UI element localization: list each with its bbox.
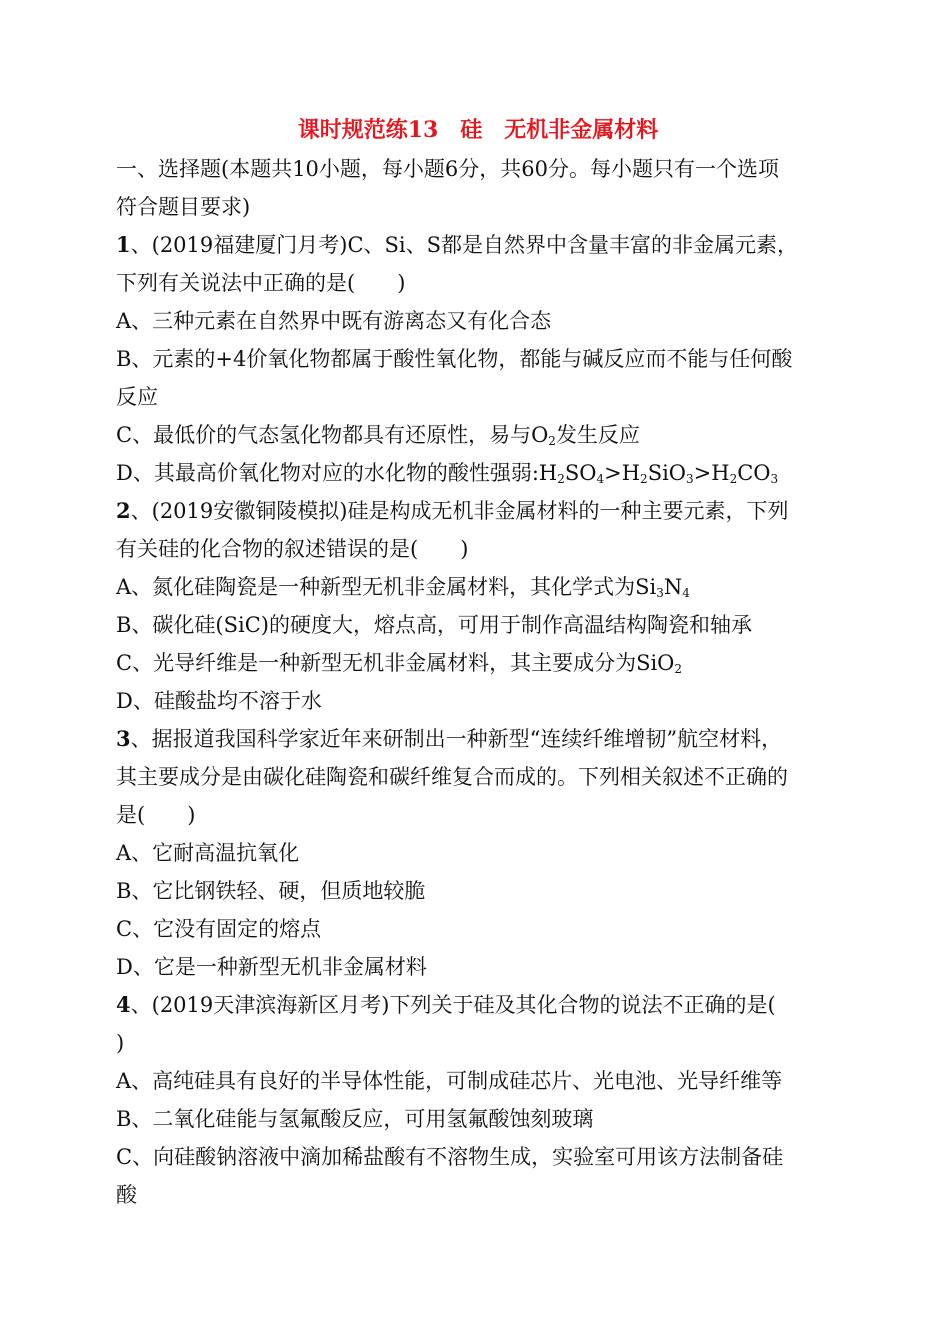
question-4-option-c-line-1: C、向硅酸钠溶液中滴加稀盐酸有不溶物生成，实验室可用该方法制备硅 bbox=[116, 1145, 784, 1169]
question-4-option-c-line-2: 酸 bbox=[116, 1183, 137, 1207]
page-title: 课时规范练13 硅 无机非金属材料 bbox=[297, 117, 659, 143]
question-1-option-d: D、其最高价氧化物对应的水化物的酸性强弱$:H_2SO_4>H_2SiO_3>H_2CO_3$ bbox=[116, 461, 779, 486]
question-4-option-a: A、高纯硅具有良好的半导体性能，可制成硅芯片、光电池、光导纤维等 bbox=[116, 1069, 783, 1093]
question-4-stem-line-1: 4、(2019天津滨海新区月考)下列关于硅及其化合物的说法不正确的是( bbox=[116, 992, 776, 1017]
question-3-stem-line-3: 是( ) bbox=[116, 803, 196, 827]
question-4-stem-line-2: ) bbox=[116, 1031, 125, 1055]
question-1-option-c: C、最低价的气态氢化物都具有还原性，易与$O_2$发生反应 bbox=[116, 423, 640, 448]
question-3-option-d: D、它是一种新型无机非金属材料 bbox=[116, 955, 427, 979]
question-3-number: 3 bbox=[116, 726, 131, 751]
question-1-stem-line-2: 下列有关说法中正确的是( ) bbox=[116, 271, 406, 295]
question-4-option-b: B、二氧化硅能与氢氟酸反应，可用氢氟酸蚀刻玻璃 bbox=[116, 1107, 594, 1131]
section-heading-line-2: 符合题目要求) bbox=[116, 195, 251, 219]
question-3-stem-line-2: 其主要成分是由碳化硅陶瓷和碳纤维复合而成的。下列相关叙述不正确的 bbox=[116, 765, 788, 789]
question-1-option-b-line-1: B、元素的+4价氧化物都属于酸性氧化物，都能与碱反应而不能与任何酸 bbox=[116, 347, 793, 371]
question-1-option-b-line-2: 反应 bbox=[116, 385, 158, 409]
question-3-option-c: C、它没有固定的熔点 bbox=[116, 917, 322, 941]
document-page bbox=[116, 112, 840, 1214]
question-2-number: 2 bbox=[116, 498, 131, 523]
question-1-number: 1 bbox=[116, 232, 131, 257]
question-2-stem-line-2: 有关硅的化合物的叙述错误的是( ) bbox=[116, 537, 469, 561]
question-3-option-b: B、它比钢铁轻、硬，但质地较脆 bbox=[116, 879, 426, 903]
question-3-option-a: A、它耐高温抗氧化 bbox=[116, 841, 300, 865]
question-1-stem-line-1: 1、(2019福建厦门月考)C、Si、S都是自然界中含量丰富的非金属元素， bbox=[116, 232, 799, 257]
question-3-stem-line-1: 3、据报道我国科学家近年来研制出一种新型“连续纤维增韧”航空材料， bbox=[116, 726, 783, 751]
question-2-option-d: D、硅酸盐均不溶于水 bbox=[116, 689, 322, 713]
section-heading-line-1: 一、选择题(本题共10小题，每小题6分，共60分。每小题只有一个选项 bbox=[116, 157, 779, 181]
question-2-stem-line-1: 2、(2019安徽铜陵模拟)硅是构成无机非金属材料的一种主要元素，下列 bbox=[116, 498, 789, 523]
question-2-option-c: C、光导纤维是一种新型无机非金属材料，其主要成分为SiO$_2$ bbox=[116, 651, 683, 676]
question-1-option-a: A、三种元素在自然界中既有游离态又有化合态 bbox=[116, 309, 552, 333]
question-2-option-b: B、碳化硅(SiC)的硬度大，熔点高，可用于制作高温结构陶瓷和轴承 bbox=[116, 613, 752, 637]
question-2-option-a: A、氮化硅陶瓷是一种新型无机非金属材料，其化学式为$Si_3N_4$ bbox=[116, 575, 690, 600]
question-4-number: 4 bbox=[116, 992, 131, 1017]
